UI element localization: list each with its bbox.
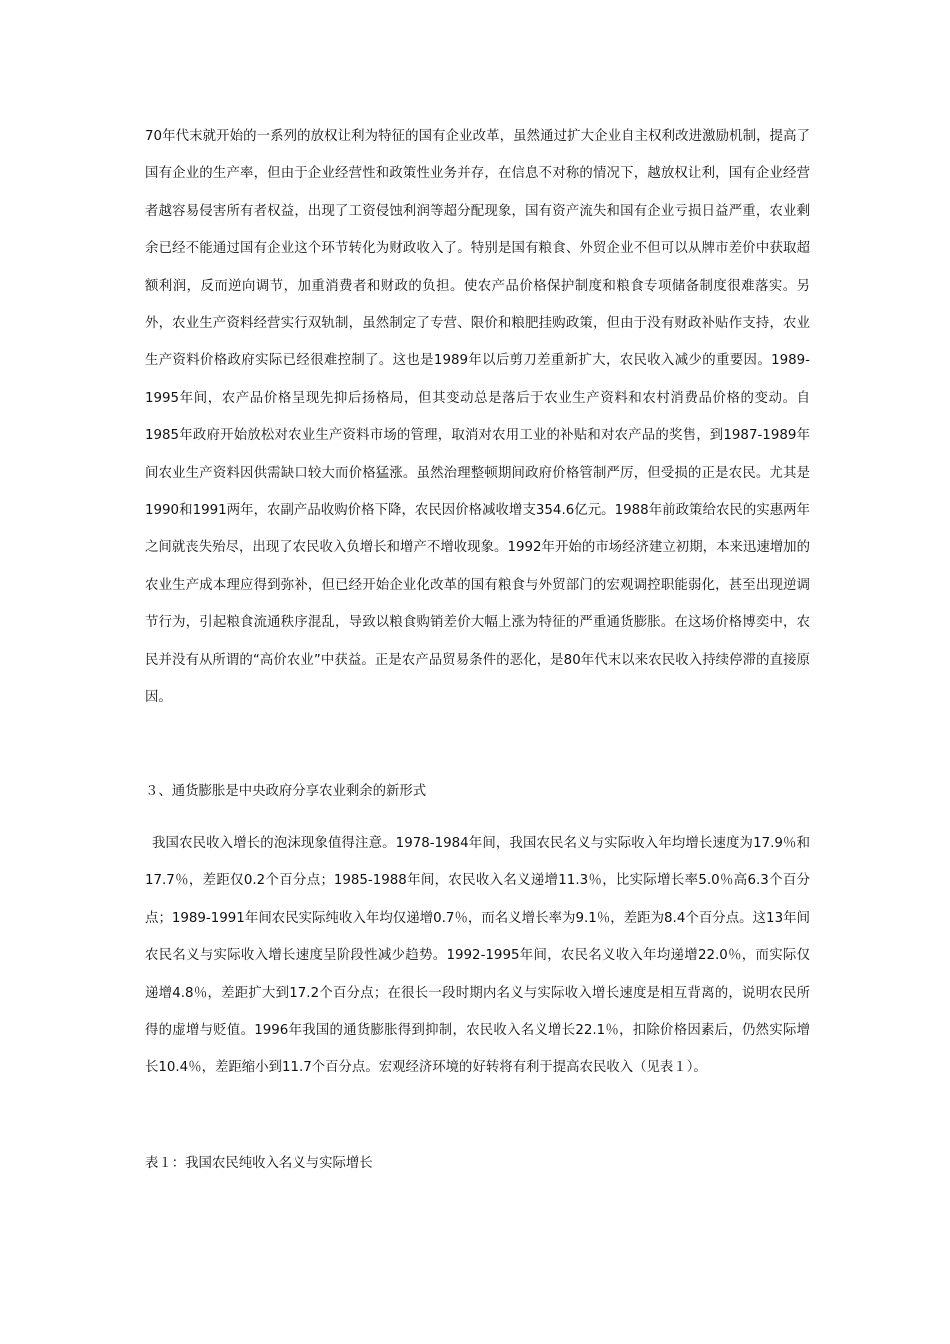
body-paragraph-2: 我国农民收入增长的泡沫现象值得注意。1978-1984年间，我国农民名义与实际收入年均增长速度为17.9％和17.7％，差距仅0.2个百分点；1985-1988年间，农民收入名义递增11.3％，比实际增长率5.0％高6.3个百分点；1989-1991年间农民实际纯收入年均仅递增0.7％，而名义增长率为9.1％，差距为8.4个百分点。这13年间农民名义与实际收入增长速度呈阶段性减少趋势。1992-1995年间，农民名义收入年均递增22.0％，而实际仅递增4.8％，差距扩大到17.2个百分点；在很长一段时期内名义与实际收入增长速度是相互背离的，说明农民所得的虚增与贬值。1996年我国的通货膨胀得到抑制，农民收入名义增长22.1％，扣除价格因素后，仍然实际增长10.4％，差距缩小到11.7个百分点。宏观经济环境的好转将有利于提高农民收入（见表１）。 [145, 836, 810, 1076]
table-caption: 表１：我国农民纯收入名义与实际增长 [145, 1156, 373, 1171]
section-heading: ３、通货膨胀是中央政府分享农业剩余的新形式 [145, 784, 427, 799]
body-paragraph-1: 70年代末就开始的一系列的放权让利为特征的国有企业改革，虽然通过扩大企业自主权利改进激励机制，提高了国有企业的生产率，但由于企业经营性和政策性业务并存，在信息不对称的情况下，越放权让利，国有企业经营者越容易侵害所有者权益，出现了工资侵蚀利润等超分配现象，国有资产流失和国有企业亏损日益严重，农业剩余已经不能通过国有企业这个环节转化为财政收入了。特别是国有粮食、外贸企业不但可以从牌市差价中获取超额利润，反而逆向调节，加重消费者和财政的负担。使农产品价格保护制度和粮食专项储备制度很难落实。另外，农业生产资料经营实行双轨制，虽然制定了专营、限价和粮肥挂购政策，但由于没有财政补贴作支持，农业生产资料价格政府实际已经很难控制了。这也是1989年以后剪刀差重新扩大，农民收入减少的重要因。1989-1995年间，农产品价格呈现先抑后扬格局，但其变动总是落后于农业生产资料和农村消费品价格的变动。自1985年政府开始放松对农业生产资料市场的管理，取消对农用工业的补贴和对农产品的奖售，到1987-1989年间农业生产资料因供需缺口较大而价格猛涨。虽然治理整顿期间政府价格管制严厉，但受损的正是农民。尤其是1990和1991两年，农副产品收购价格下降，农民因价格减收增支354.6亿元。1988年前政策给农民的实惠两年之间就丧失殆尽，出现了农民收入负增长和增产不增收现象。1992年开始的市场经济建立初期，本来迅速增加的农业生产成本理应得到弥补，但已经开始企业化改革的国有粮食与外贸部门的宏观调控职能弱化，甚至出现逆调节行为，引起粮食流通秩序混乱，导致以粮食购销差价大幅上涨为特征的严重通货膨胀。在这场价格博奕中，农民并没有从所谓的“高价农业”中获益。正是农产品贸易条件的恶化，是80年代末以来农民收入持续停滞的直接原因。 [145, 129, 810, 706]
